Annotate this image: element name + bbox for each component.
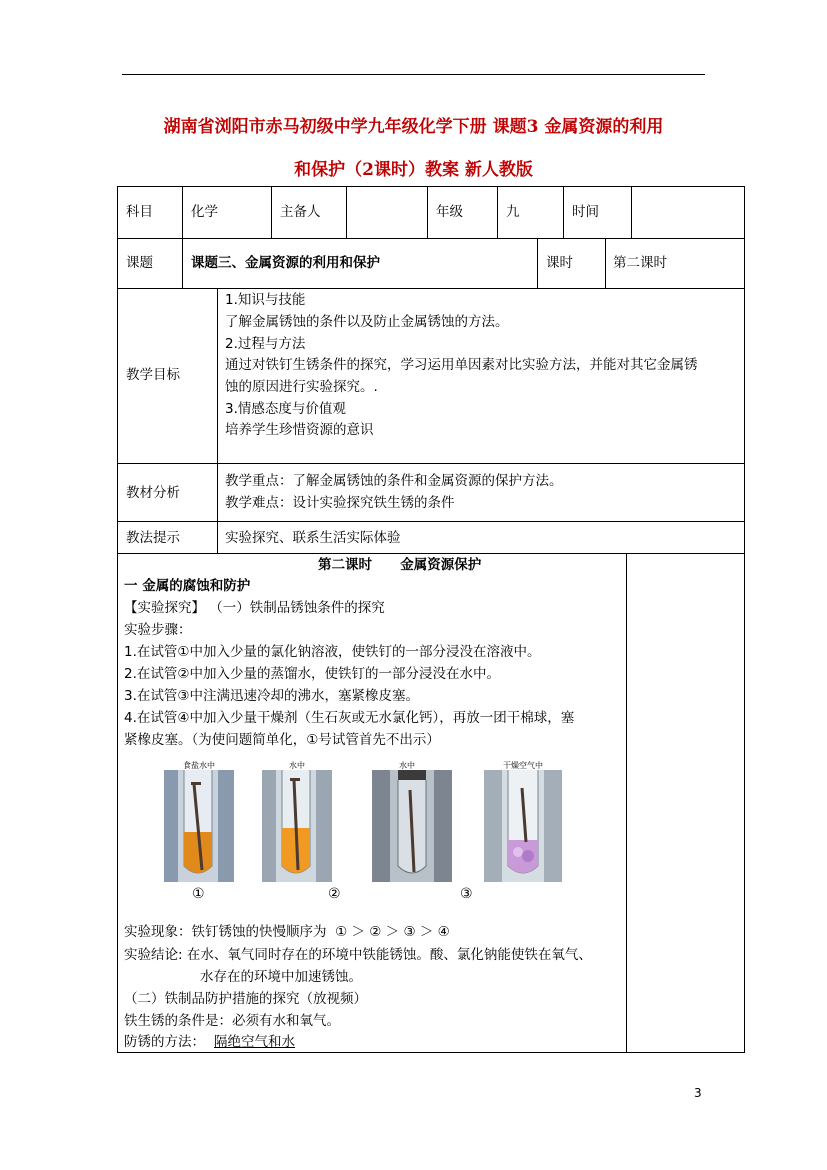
prevent-label: 防锈的方法： (124, 1034, 205, 1050)
tube-caption: 水中 (399, 761, 415, 770)
lesson-line: 实验步骤： (124, 622, 192, 638)
section-heading: 一 金属的腐蚀和防护 (124, 578, 251, 594)
lesson-heading: 第二课时 金属资源保护 (318, 557, 482, 573)
test-tube-4-image (484, 770, 562, 882)
topic-label: 课题 (126, 255, 153, 271)
lesson-line: 2.在试管②中加入少量的蒸馏水，使铁钉的一部分浸没在水中。 (124, 666, 500, 682)
tube-number: ② (328, 886, 341, 902)
test-tube-2-image (262, 770, 332, 882)
topic-value: 课题三、金属资源的利用和保护 (191, 255, 380, 271)
experiment-conclusion-cont: 水存在的环境中加速锈蚀。 (200, 969, 362, 985)
goal-line: 2.过程与方法 (225, 336, 306, 352)
goal-line: 蚀的原因进行实验探究。. (225, 379, 378, 395)
grade-label: 年级 (436, 204, 463, 220)
prevent-value: 隔绝空气和水 (214, 1034, 295, 1050)
doc-title-line1: 湖南省浏阳市赤马初级中学九年级化学下册 课题3 金属资源的利用 (163, 117, 664, 137)
analysis-line: 教学重点：了解金属锈蚀的条件和金属资源的保护方法。 (225, 473, 563, 489)
time-label: 时间 (572, 204, 599, 220)
tube-caption: 食盐水中 (183, 761, 215, 770)
page-number: 3 (694, 1086, 702, 1100)
goal-line: 3.情感态度与价值观 (225, 401, 346, 417)
goals-label: 教学目标 (126, 367, 180, 383)
method-value: 实验探究、联系生活实际体验 (225, 530, 401, 546)
lesson-line: 3.在试管③中注满迅速冷却的沸水，塞紧橡皮塞。 (124, 688, 419, 704)
doc-title-line2: 和保护（2课时）教案 新人教版 (294, 160, 533, 180)
tube-number: ① (192, 886, 205, 902)
goal-line: 通过对铁钉生锈条件的探究，学习运用单因素对比实验方法，并能对其它金属锈 (225, 357, 698, 373)
test-tube-1-image (164, 770, 234, 882)
experiment-conclusion: 实验结论: 在水、氧气同时存在的环境中铁能锈蚀。酸、氯化钠能使铁在氧气、 (124, 947, 592, 963)
lesson-line: 4.在试管④中加入少量干燥剂（生石灰或无水氯化钙），再放一团干棉球，塞 (124, 710, 575, 726)
grade-value: 九 (506, 204, 520, 220)
experiment-phenomenon: 实验现象：铁钉锈蚀的快慢顺序为 ① ＞ ② ＞ ③ ＞ ④ (124, 924, 450, 940)
goal-line: 1.知识与技能 (225, 292, 306, 308)
goal-line: 了解金属锈蚀的条件以及防止金属锈蚀的方法。 (225, 314, 509, 330)
hours-label: 课时 (546, 255, 573, 271)
method-label: 教法提示 (126, 530, 180, 546)
header-rule (122, 74, 705, 75)
preparer-label: 主备人 (280, 204, 321, 220)
tube-caption: 干燥空气中 (503, 761, 543, 770)
lesson-line: 1.在试管①中加入少量的氯化钠溶液，使铁钉的一部分浸没在溶液中。 (124, 644, 541, 660)
lesson-line: 紧橡皮塞。（为使问题简单化，①号试管首先不出示） (124, 732, 440, 748)
tube-number: ③ (460, 886, 473, 902)
analysis-label: 教材分析 (126, 485, 180, 501)
subject-value: 化学 (191, 204, 218, 220)
test-tube-3-image (372, 770, 452, 882)
protection-heading: （二）铁制品防护措施的探究（放视频） (124, 991, 367, 1007)
analysis-line: 教学难点：设计实验探究铁生锈的条件 (225, 495, 455, 511)
tube-caption: 水中 (289, 761, 305, 770)
subject-label: 科目 (126, 204, 153, 220)
goal-line: 培养学生珍惜资源的意识 (225, 422, 374, 438)
lesson-line: 【实验探究】 （一）铁制品锈蚀条件的探究 (124, 600, 385, 616)
rust-condition: 铁生锈的条件是：必须有水和氧气。 (124, 1013, 340, 1029)
hours-value: 第二课时 (613, 255, 667, 271)
